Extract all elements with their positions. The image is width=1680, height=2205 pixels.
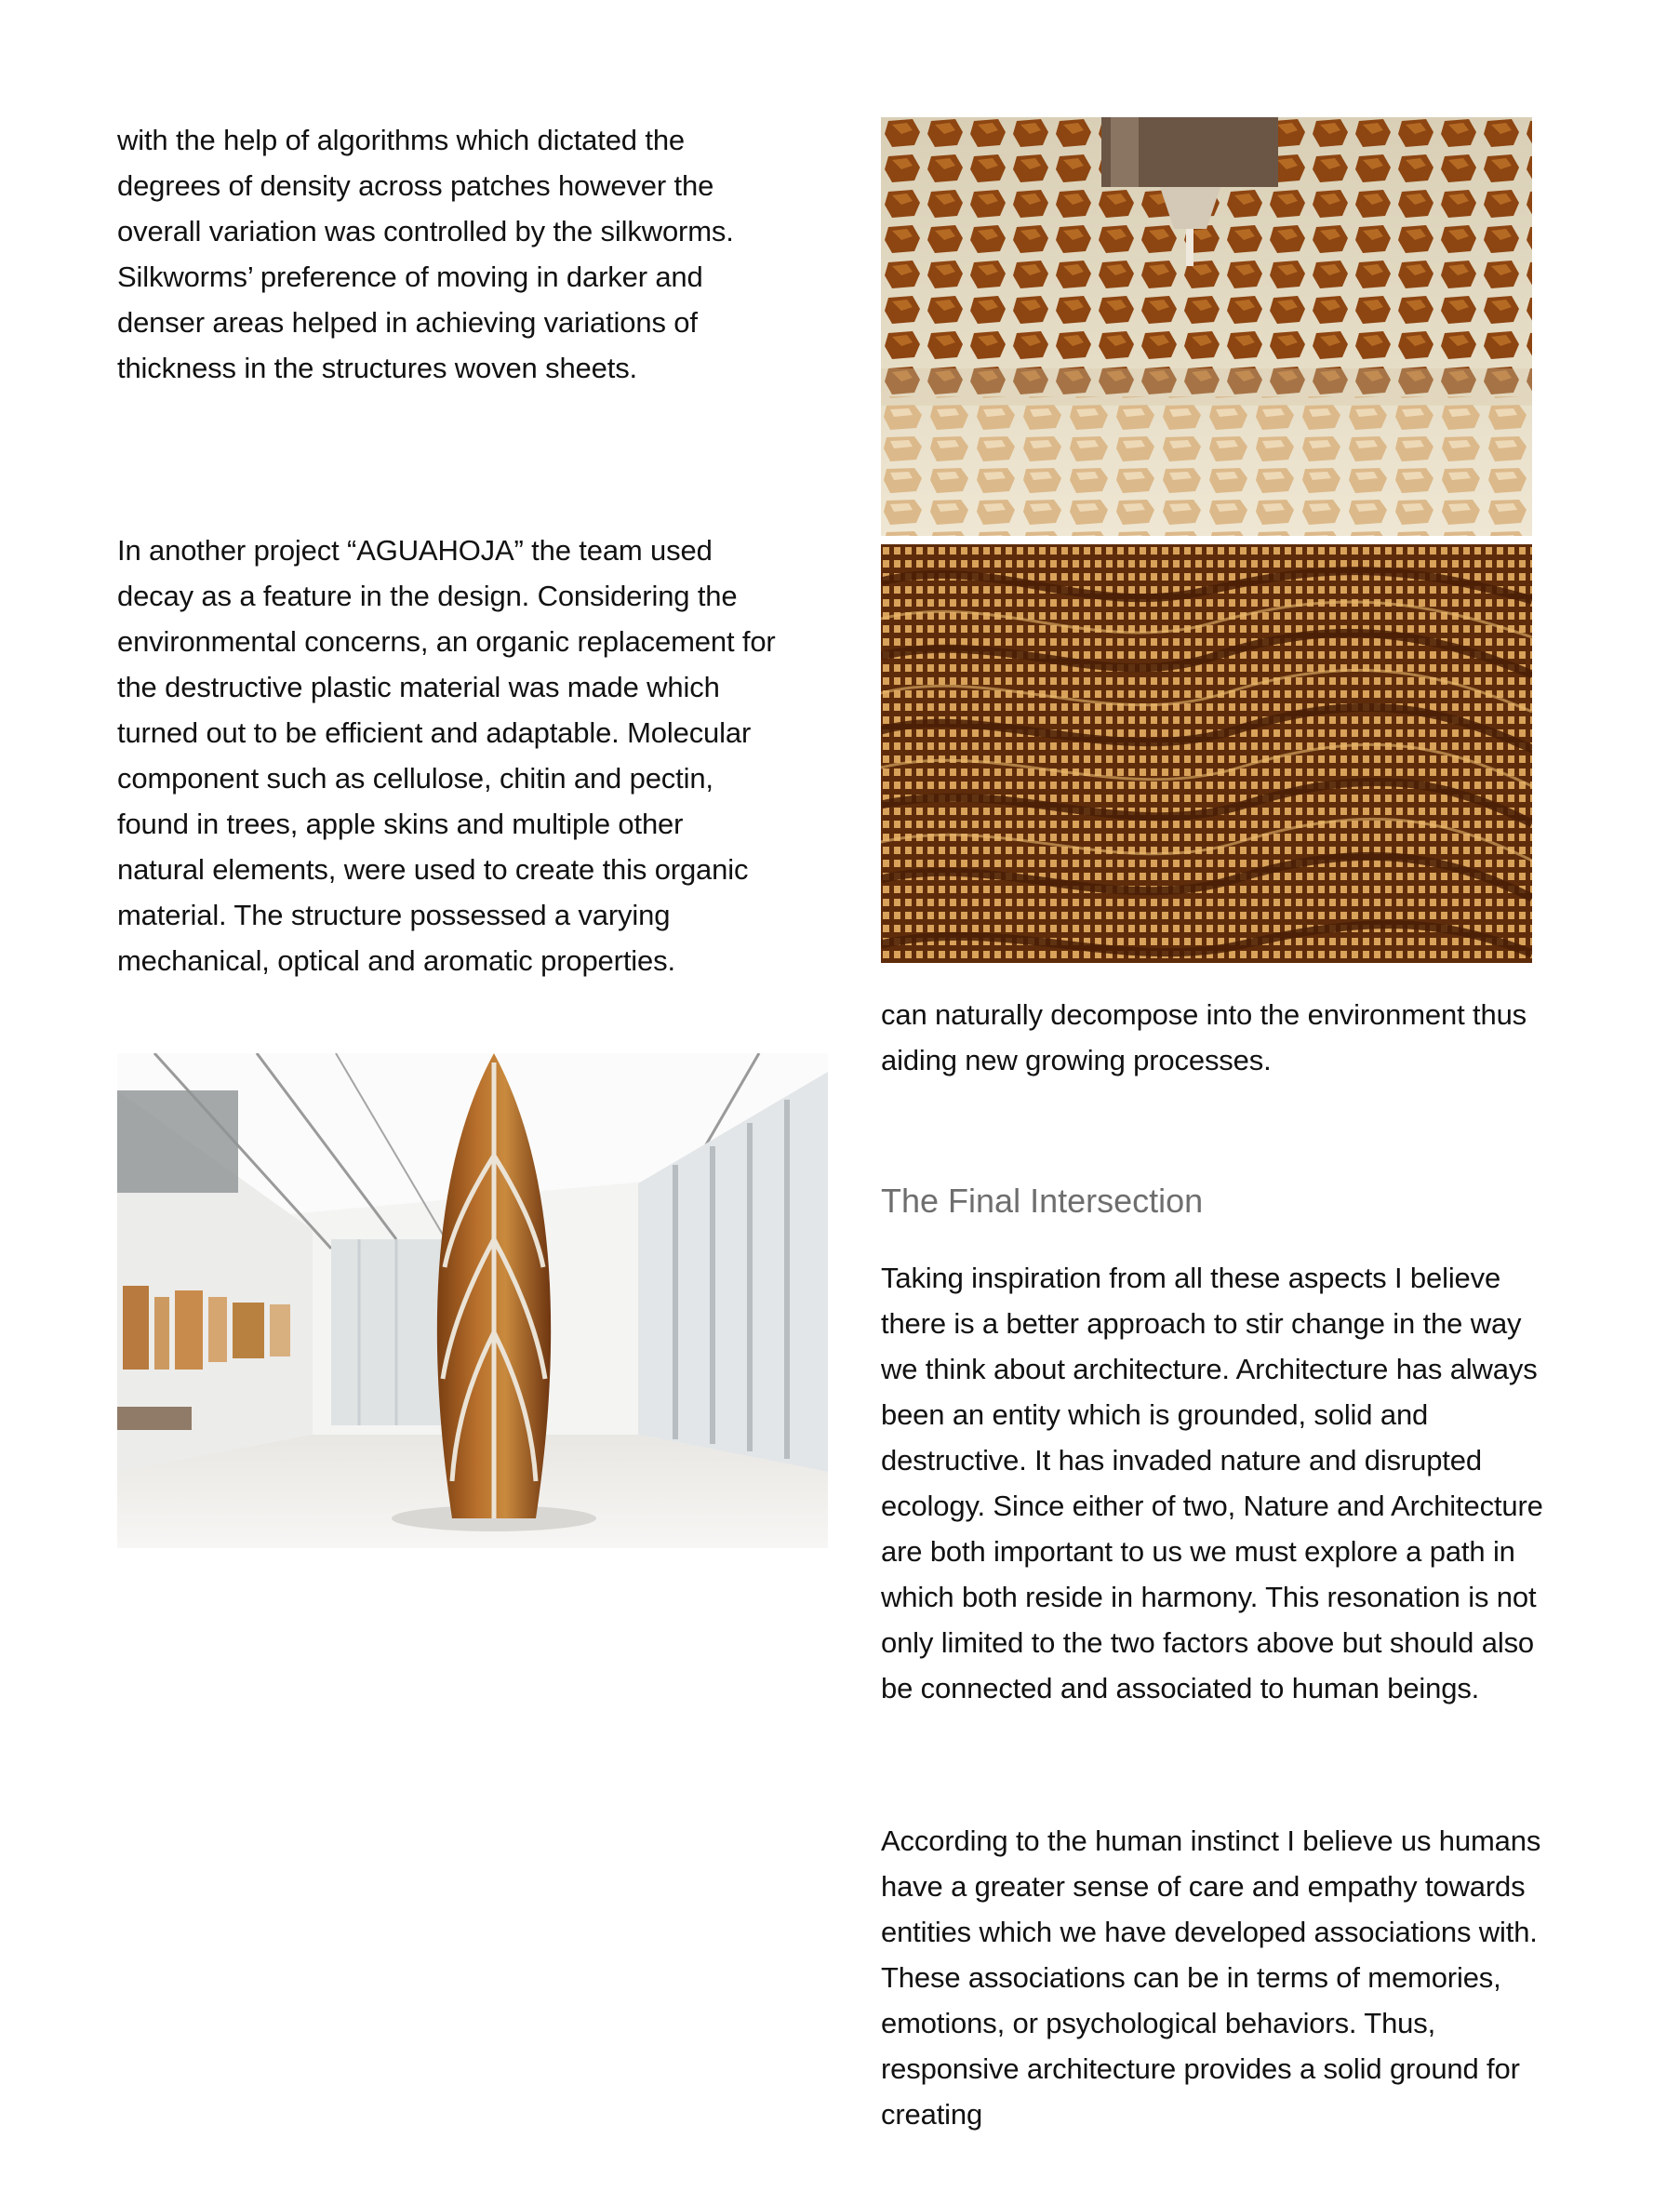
right-continuation-paragraph: can naturally decompose into the environment thus aiding new growing processes.	[881, 998, 1527, 1076]
left-paragraph-2: In another project “AGUAHOJA” the team used decay as a feature in the design. Considering the environmental concerns, an organic replacement for the destructive plastic material was made which turned out to be efficient and adaptable. Molecular component such as cellulose, chitin and pectin, found in trees, apple skins and multiple other natural elements, were used to create this organic material. The structure possessed a varying mechanical, optical and aromatic properties.	[117, 534, 776, 977]
woven-mesh-photo	[881, 544, 1532, 963]
right-paragraph-2: According to the human instinct I believe us humans have a greater sense of care and empathy towards entities which we have developed associations with. These associations can be in terms of memories, emotions, or psychological behaviors. Thus, responsive architecture provides a solid ground for creating	[881, 1824, 1541, 2131]
section-heading: The Final Intersection	[881, 1182, 1204, 1220]
right-paragraph-1: Taking inspiration from all these aspects I believe there is a better approach to stir change in the way we think about architecture. Architecture has always been an entity which is grounded, solid and destructive. It has invaded nature and disrupted ecology. Since either of two, Nature and Architecture are both important to us we must explore a path in which both reside in harmony. This resonation is not only limited to the two factors above but should also be connected and associated to human beings.	[881, 1262, 1543, 1704]
gallery-sculpture-photo	[117, 1053, 828, 1548]
left-paragraph-1: with the help of algorithms which dictated the degrees of density across patches however the overall variation was controlled by the silkworms. Silkworms’ preference of moving in darker and denser areas helped in achieving variations of thickness in the structures woven sheets.	[117, 124, 734, 384]
printed-hexagon-cells-photo	[881, 117, 1532, 536]
